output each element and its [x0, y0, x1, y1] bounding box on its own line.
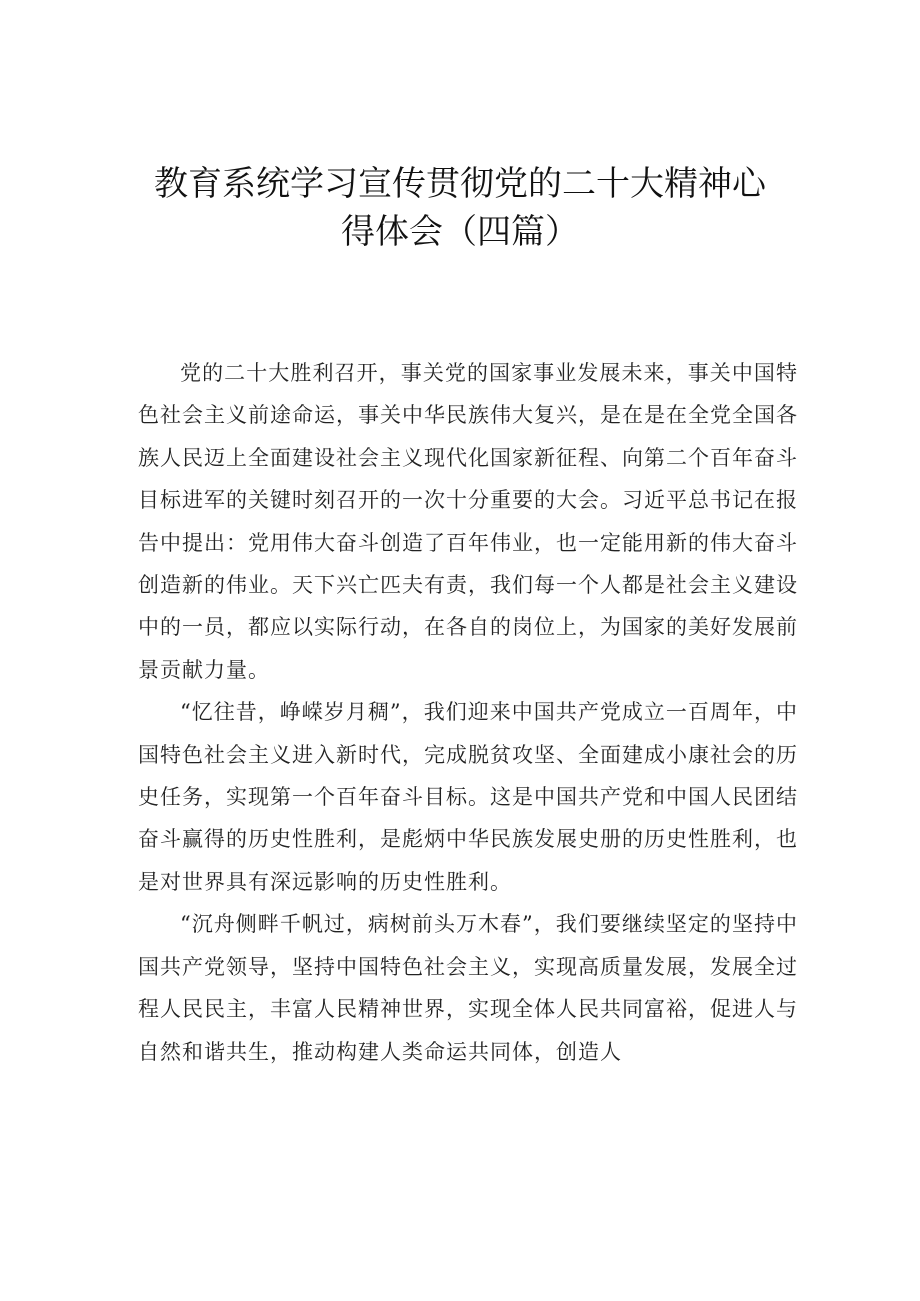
paragraph-3: “沉舟侧畔千帆过，病树前头万木春”，我们要继续坚定的坚持中国共产党领导，坚持中国特色社会主义，实现高质量发展，发展全过程人民民主，丰富人民精神世界，实现全体人民共同富裕，促进人与自然和谐共生，推动构建人类命运共同体，创造人 — [138, 912, 798, 1064]
document-body — [138, 352, 798, 1073]
paragraph-2: “忆往昔，峥嵘岁月稠”，我们迎来中国共产党成立一百周年，中国特色社会主义进入新时代，完成脱贫攻坚、全面建成小康社会的历史任务，实现第一个百年奋斗目标。这是中国共产党和中国人民团结奋斗赢得的历史性胜利，是彪炳中华民族发展史册的历史性胜利，也是对世界具有深远影响的历史性胜利。 — [138, 700, 798, 894]
document-title — [60, 160, 860, 256]
title-line-2: 得体会（四篇） — [341, 212, 579, 252]
title-line-1: 教育系统学习宣传贯彻党的二十大精神心 — [154, 164, 766, 204]
paragraph-1: 党的二十大胜利召开，事关党的国家事业发展未来，事关中国特色社会主义前途命运，事关中华民族伟大复兴，是在是在全党全国各族人民迈上全面建设社会主义现代化国家新征程、向第二个百年奋斗目标进军的关键时刻召开的一次十分重要的大会。习近平总书记在报告中提出：党用伟大奋斗创造了百年伟业，也一定能用新的伟大奋斗创造新的伟业。天下兴亡匹夫有责，我们每一个人都是社会主义建设中的一员，都应以实际行动，在各自的岗位上，为国家的美好发展前景贡献力量。 — [138, 361, 798, 682]
